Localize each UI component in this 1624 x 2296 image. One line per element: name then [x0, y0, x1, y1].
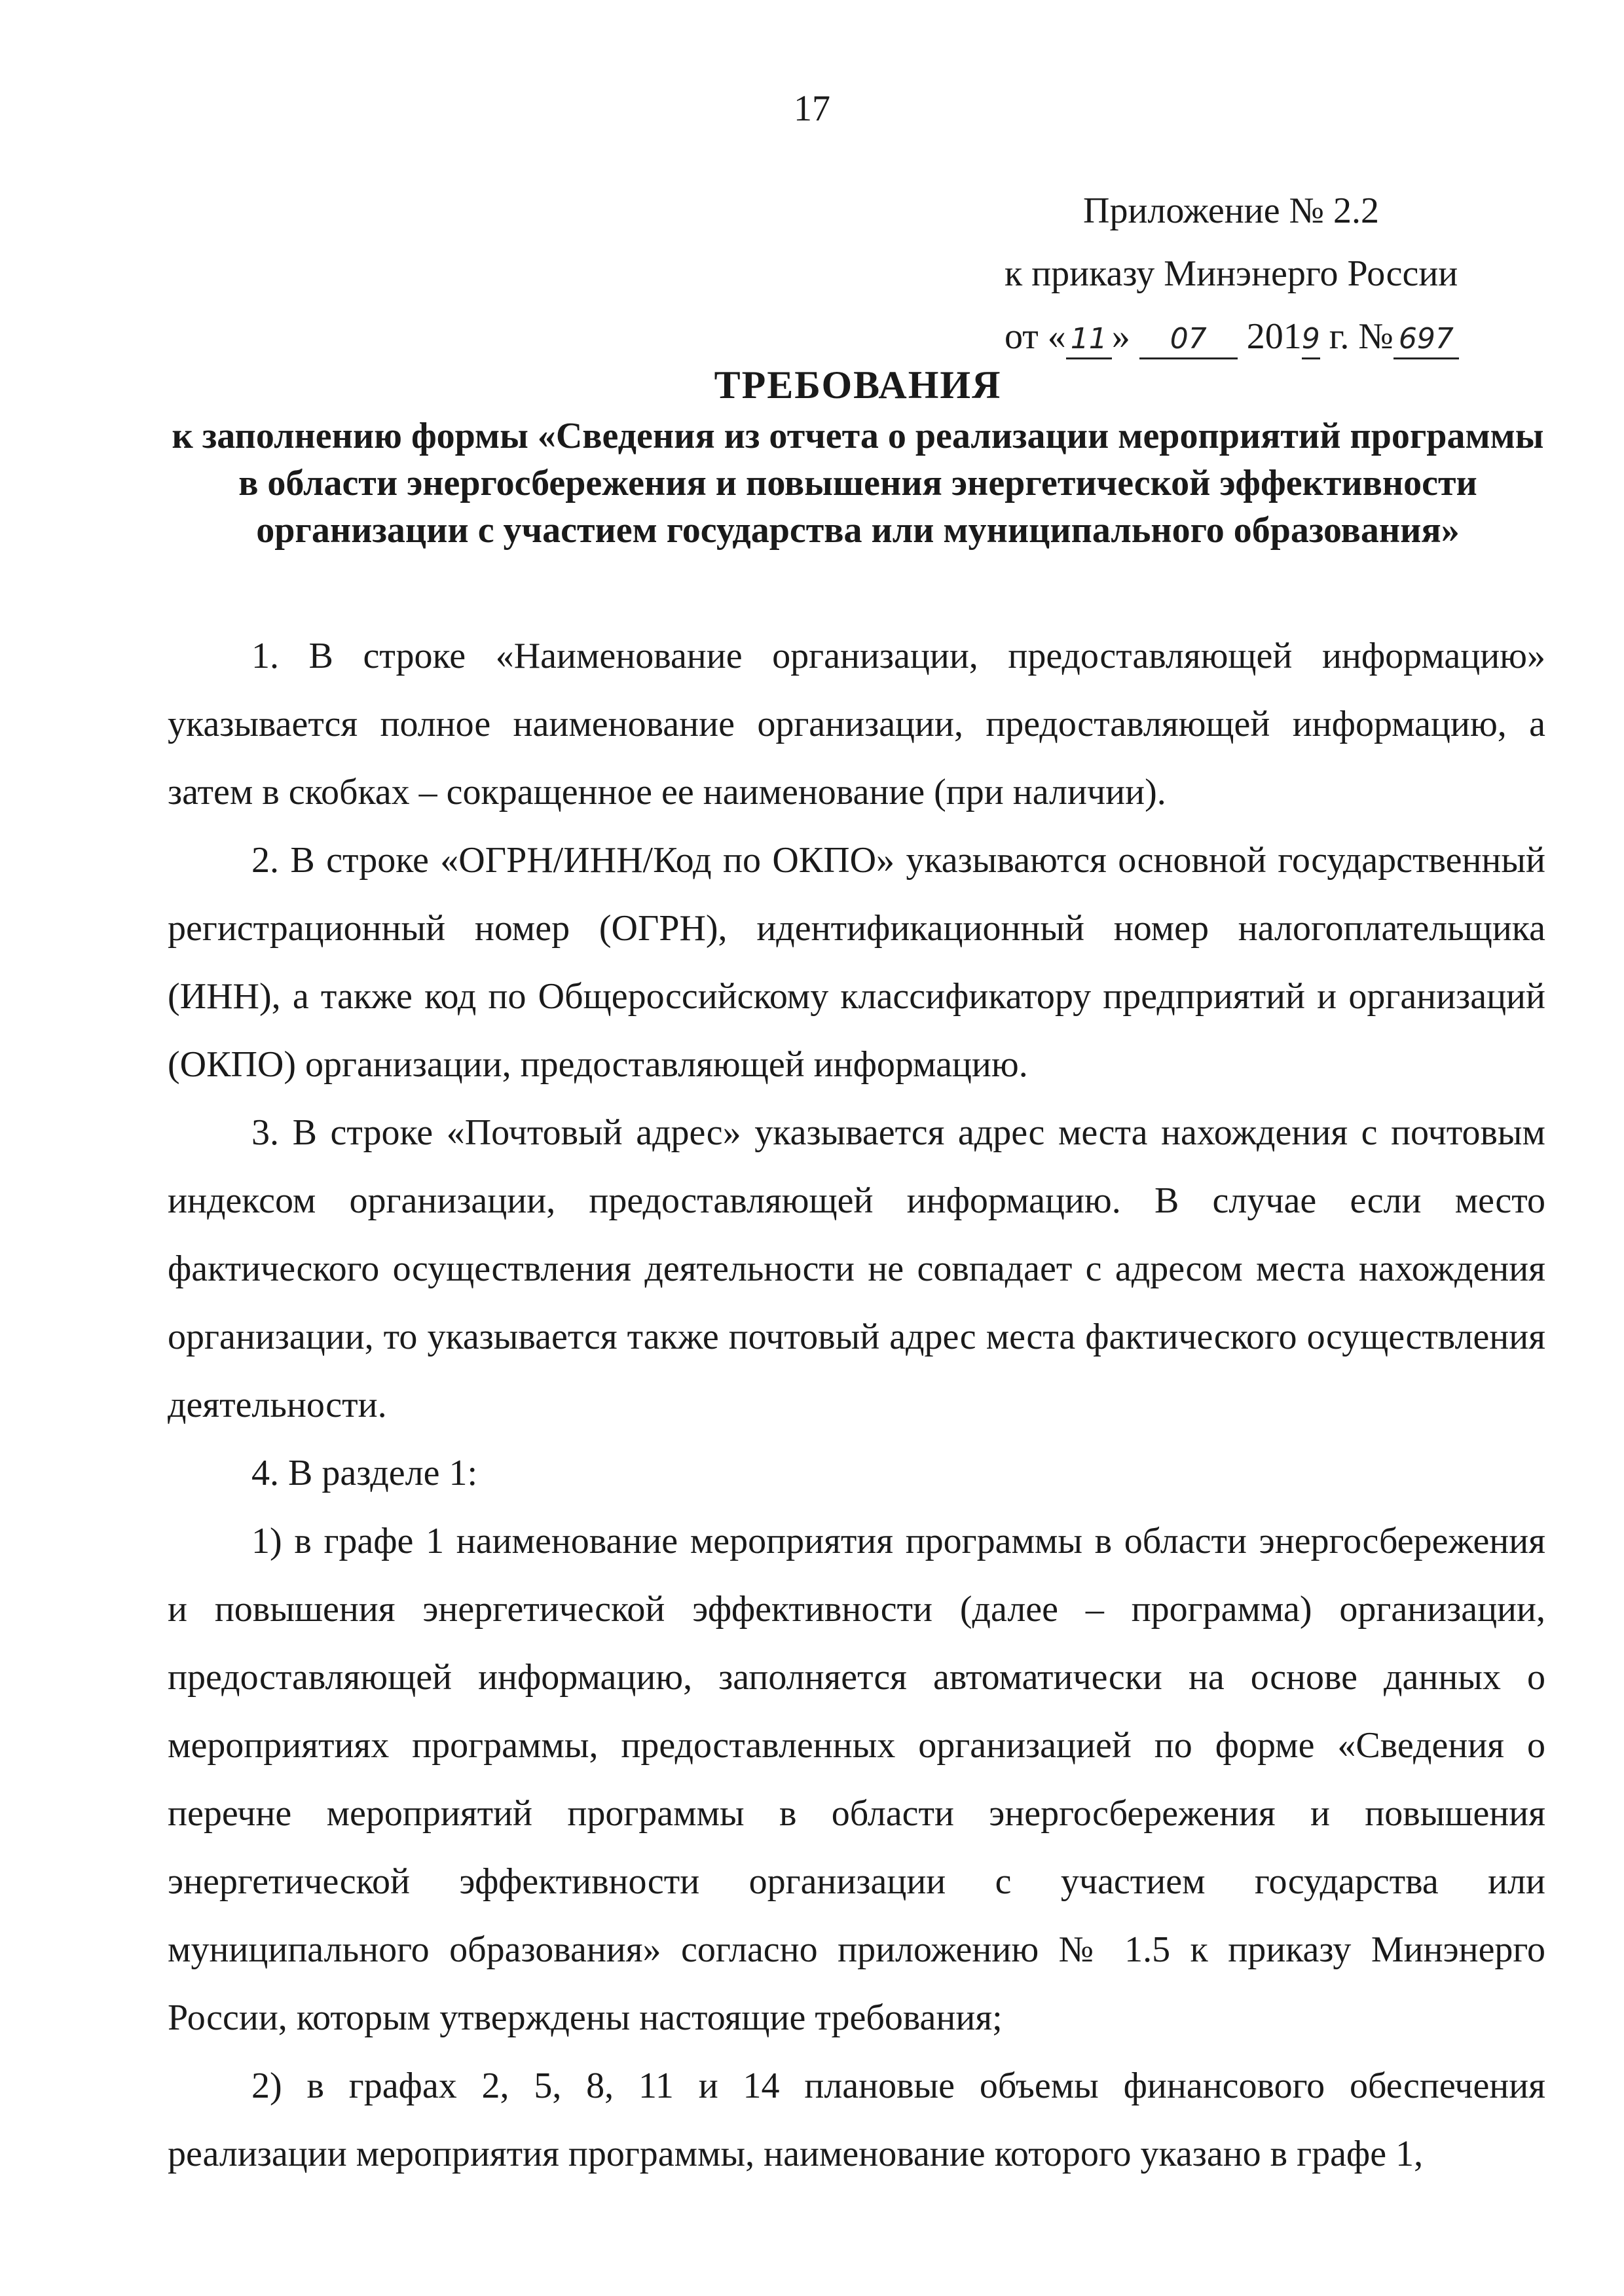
- paragraph: 1) в графе 1 наименование мероприятия программы в области энергосбережения и повышения энергетической эффективности (далее – программа) организации, предоставляющей информацию, заполняется автоматически на основе данных о мероприятиях программы, предоставленных организацией по форме «Сведения о перечне мероприятий программы в области энергосбережения и повышения энергетической эффективности организации с участием государства или муниципального образования» согласно приложению № 1.5 к приказу Минэнерго России, которым утверждены настоящие требования;: [168, 1521, 1545, 2038]
- appendix-title: Приложение № 2.2: [1083, 191, 1379, 231]
- paragraph: 3. В строке «Почтовый адрес» указывается адрес места нахождения с почтовым индексом организации, предоставляющей информацию. В случае если место фактического осуществления деятельности не совпадает с адресом места нахождения организации, то указывается также почтовый адрес места фактического осуществления деятельности.: [168, 1112, 1545, 1425]
- title-heading: ТРЕБОВАНИЯ: [714, 363, 1002, 407]
- document-body: [168, 622, 1545, 2188]
- title-subtitle: к заполнению формы «Сведения из отчета о реализации мероприятий программы в области энергосбережения и повышения энергетической эффективности организации с участием государства или муниципального образования»: [172, 416, 1544, 551]
- paragraph: 2) в графах 2, 5, 8, 11 и 14 плановые объемы финансового обеспечения реализации мероприятия программы, наименование которого указано в графе 1,: [168, 2066, 1545, 2174]
- page-number: 17: [794, 88, 830, 129]
- handwritten-year-digit: 9: [1302, 321, 1320, 359]
- date-day-close: »: [1111, 316, 1130, 357]
- paragraph: 4. В разделе 1:: [251, 1453, 478, 1493]
- handwritten-day: 11: [1066, 321, 1112, 359]
- document-title: [170, 361, 1545, 554]
- paragraph: 2. В строке «ОГРН/ИНН/Код по ОКПО» указываются основной государственный регистрационный номер (ОГРН), идентификационный номер налогоплательщика (ИНН), а также код по Общероссийскому классификатору предприятий и организаций (ОКПО) организации, предоставляющей информацию.: [168, 840, 1545, 1085]
- appendix-reference: [1005, 179, 1548, 368]
- appendix-order-ref: к приказу Минэнерго России: [1005, 253, 1458, 294]
- date-prefix: от «: [1005, 316, 1066, 357]
- date-year-suffix: г. №: [1320, 316, 1393, 357]
- date-year-prefix: 201: [1246, 316, 1302, 357]
- paragraph: 1. В строке «Наименование организации, предоставляющей информацию» указывается полное наименование организации, предоставляющей информацию, а затем в скобках – сокращенное ее наименование (при наличии).: [168, 636, 1545, 812]
- handwritten-month: 07: [1139, 321, 1238, 359]
- handwritten-order-number: 697: [1393, 321, 1459, 359]
- appendix-date-line: [1005, 305, 1548, 368]
